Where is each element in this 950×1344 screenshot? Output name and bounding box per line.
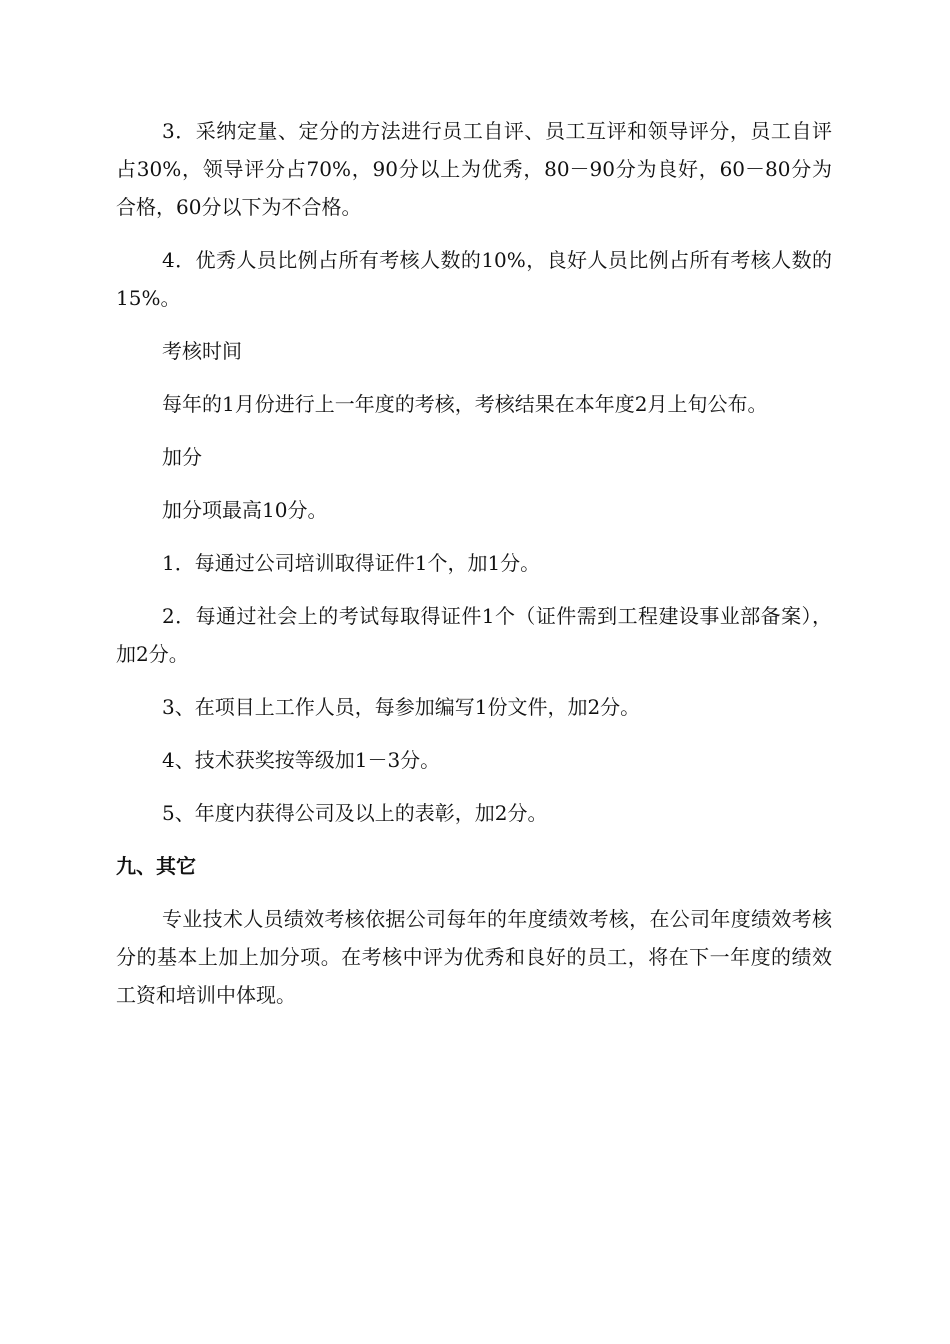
section-heading-other: 九、其它 <box>116 854 196 878</box>
bonus-item-4: 4、技术获奖按等级加1－3分。 <box>162 748 441 772</box>
document-body <box>116 112 832 1029</box>
bonus-item-1: 1．每通过公司培训取得证件1个，加1分。 <box>162 551 541 575</box>
paragraph-assessment-time: 每年的1月份进行上一年度的考核，考核结果在本年度2月上旬公布。 <box>162 392 768 416</box>
paragraph-ratio: 4．优秀人员比例占所有考核人数的10%，良好人员比例占所有考核人数的15%。 <box>116 248 832 310</box>
subheading-assessment-time: 考核时间 <box>162 339 242 363</box>
bonus-item-2: 2．每通过社会上的考试每取得证件1个（证件需到工程建设事业部备案），加2分。 <box>116 604 832 666</box>
paragraph-other: 专业技术人员绩效考核依据公司每年的年度绩效考核，在公司年度绩效考核分的基本上加上加分项。在考核中评为优秀和良好的员工，将在下一年度的绩效工资和培训中体现。 <box>116 907 832 1007</box>
bonus-item-3: 3、在项目上工作人员，每参加编写1份文件，加2分。 <box>162 695 641 719</box>
paragraph-scoring-method: 3．采纳定量、定分的方法进行员工自评、员工互评和领导评分，员工自评占30%，领导评分占70%，90分以上为优秀，80－90分为良好，60－80分为合格，60分以下为不合格。 <box>116 119 832 219</box>
subheading-bonus: 加分 <box>162 445 202 469</box>
paragraph-bonus-max: 加分项最高10分。 <box>162 498 328 522</box>
bonus-item-5: 5、年度内获得公司及以上的表彰，加2分。 <box>162 801 548 825</box>
